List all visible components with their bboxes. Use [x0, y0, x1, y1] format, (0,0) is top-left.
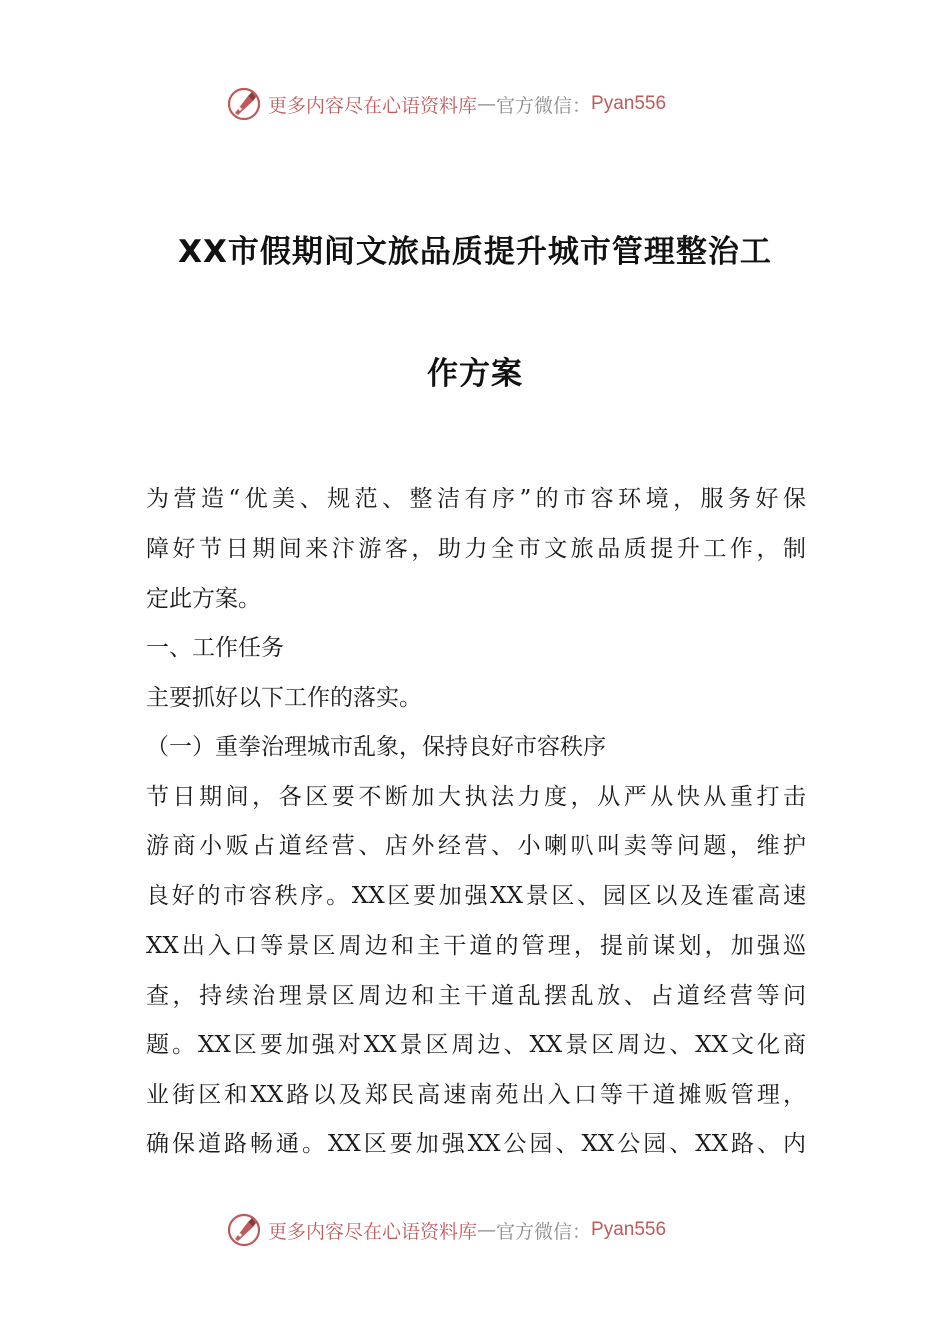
section-heading: 一、工作任务 [146, 635, 284, 661]
banner-site-text: 更多内容尽在心语资料库 [268, 94, 478, 117]
footer-watermark-banner [226, 1212, 726, 1248]
body-line: 定此方案。 [146, 586, 261, 612]
document-title-line-1: XX市假期间文旅品质提升城市管理整治工 [178, 234, 772, 270]
banner-dash: — [477, 93, 497, 115]
body-line: 良好的市容秩序。XX区要加强XX景区、园区以及连霍高速 [146, 883, 806, 909]
banner-wechat-label: 官方微信： [496, 94, 592, 117]
banner-site-text: 更多内容尽在心语资料库 [268, 1220, 478, 1243]
body-line: 为营造“优美、规范、整洁有序”的市容环境，服务好保 [146, 486, 806, 512]
body-line: 查，持续治理景区周边和主干道乱摆乱放、占道经营等问 [146, 983, 806, 1009]
body-line: 业街区和XX路以及郑民高速南苑出入口等干道摊贩管理， [146, 1082, 806, 1108]
body-line: 主要抓好以下工作的落实。 [146, 685, 422, 711]
document-title-line-2: 作方案 [427, 356, 523, 392]
pen-nib-logo-icon [226, 1212, 262, 1248]
header-watermark-banner [226, 86, 726, 122]
subsection-heading: （一）重拳治理城市乱象，保持良好市容秩序 [146, 734, 606, 760]
banner-wechat-id: Pyan556 [591, 93, 667, 114]
banner-wechat-label: 官方微信： [496, 1220, 592, 1243]
body-line: 题。XX区要加强对XX景区周边、XX景区周边、XX文化商 [146, 1032, 806, 1058]
body-line: 障好节日期间来汴游客，助力全市文旅品质提升工作，制 [146, 536, 806, 562]
body-line: 游商小贩占道经营、店外经营、小喇叭叫卖等问题，维护 [146, 833, 806, 859]
banner-wechat-id: Pyan556 [591, 1219, 667, 1240]
body-line: XX出入口等景区周边和主干道的管理，提前谋划，加强巡 [146, 933, 806, 959]
body-line: 确保道路畅通。XX区要加强XX公园、XX公园、XX路、内 [146, 1131, 806, 1157]
banner-dash: — [477, 1219, 497, 1241]
body-line: 节日期间，各区要不断加大执法力度，从严从快从重打击 [146, 784, 806, 810]
pen-nib-logo-icon [226, 86, 262, 122]
